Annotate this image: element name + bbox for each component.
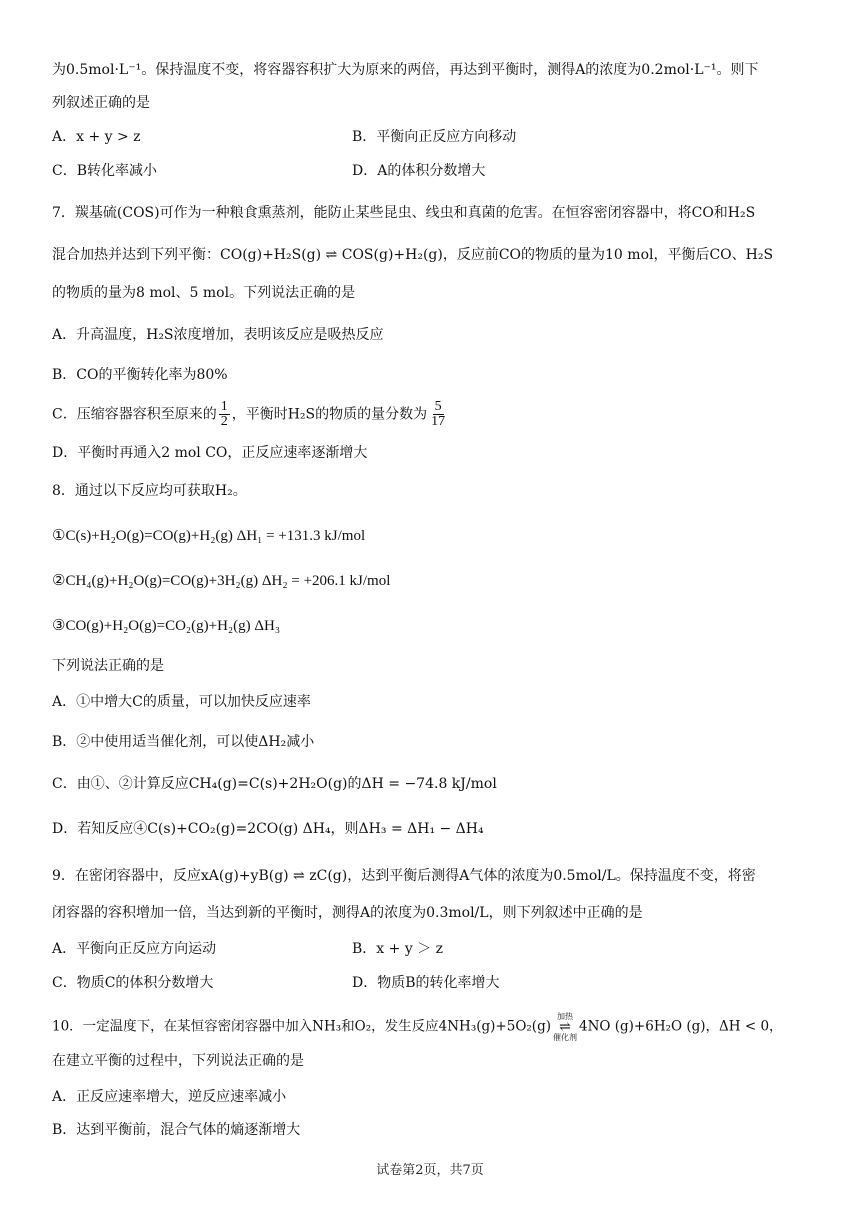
q8-option-c: C．由①、②计算反应CH₄(g)=C(s)+2H₂O(g)的ΔH = −74.8 kJ/mol	[52, 776, 497, 792]
q8-stem: 8．通过以下反应均可获取H₂。	[52, 483, 247, 499]
fraction-numerator: 5	[434, 399, 442, 414]
equilibrium-arrow-icon	[553, 1012, 577, 1042]
q9-options-row-2	[52, 973, 500, 993]
fraction-one-half	[219, 400, 230, 429]
q7-stem-line-3: 的物质的量为8 mol、5 mol。下列说法正确的是	[52, 285, 356, 301]
q6-options-row-1	[52, 127, 517, 147]
q9-options-row-1	[52, 939, 443, 959]
double-arrow-icon: ⇌	[559, 1019, 571, 1035]
q7-option-c	[52, 400, 449, 429]
q8-option-a: A．①中增大C的质量，可以加快反应速率	[52, 694, 311, 710]
fraction-denominator: 2	[220, 414, 228, 429]
q10-option-b: B．达到平衡前，混合气体的熵逐渐增大	[52, 1122, 301, 1138]
fraction-numerator: 1	[220, 399, 228, 414]
fraction-denominator: 17	[431, 414, 446, 429]
q10-stem-line-2: 在建立平衡的过程中，下列说法正确的是	[52, 1053, 304, 1069]
q7-stem-line-1: 7．羰基硫(COS)可作为一种粮食熏蒸剂，能防止某些昆虫、线虫和真菌的危害。在恒容密闭容器中，将CO和H₂S	[52, 205, 756, 221]
q7-option-c-prefix: C．压缩容器容积至原来的	[52, 406, 217, 423]
page-footer: 试卷第2页，共7页	[376, 1163, 484, 1178]
q6-option-c: C．B转化率减小	[52, 163, 157, 179]
q6-stem-line-1: 为0.5mol·L⁻¹。保持温度不变，将容器容积扩大为原来的两倍，再达到平衡时，测得A的浓度为0.2mol·L⁻¹。则下	[52, 62, 759, 78]
q9-option-c: C．物质C的体积分数增大	[52, 975, 214, 991]
q6-option-d: D．A的体积分数增大	[352, 163, 486, 179]
q8-reaction-1: ①C(s)+H₂O(g)=CO(g)+H₂(g) ΔH₁ = +131.3 kJ/mol	[52, 528, 366, 544]
q10-option-a: A．正反应速率增大，逆反应速率减小	[52, 1089, 287, 1105]
q7-option-b: B．CO的平衡转化率为80%	[52, 367, 228, 383]
q7-stem-line-2: 混合加热并达到下列平衡：CO(g)+H₂S(g) ⇌ COS(g)+H₂(g)，反应前CO的物质的量为10 mol，平衡后CO、H₂S	[52, 247, 774, 263]
q8-reaction-2: ②CH₄(g)+H₂O(g)=CO(g)+3H₂(g) ΔH₂ = +206.1 kJ/mol	[52, 573, 391, 589]
arrow-condition-top: 加热	[556, 1012, 573, 1021]
q6-stem-line-2: 列叙述正确的是	[52, 95, 150, 111]
q7-option-c-middle: ，平衡时H₂S的物质的量分数为	[231, 406, 428, 423]
q6-option-a: A．x + y > z	[52, 129, 141, 145]
q9-option-a: A．平衡向正反应方向运动	[52, 941, 217, 957]
q9-option-b: B．x + y ＞ z	[352, 941, 443, 957]
q10-stem-suffix: 4NO (g)+6H₂O (g)，ΔH < 0，	[578, 1018, 783, 1035]
q7-option-a: A．升高温度，H₂S浓度增加，表明该反应是吸热反应	[52, 327, 384, 343]
q8-question: 下列说法正确的是	[52, 658, 164, 674]
q6-options-row-2	[52, 161, 486, 181]
q8-option-b: B．②中使用适当催化剂，可以使ΔH₂减小	[52, 734, 315, 750]
q9-stem-line-1: 9．在密闭容器中，反应xA(g)+yB(g) ⇌ zC(g)，达到平衡后测得A气体的浓度为0.5mol/L。保持温度不变，将密	[52, 868, 756, 884]
q10-stem-prefix: 10．一定温度下，在某恒容密闭容器中加入NH₃和O₂，发生反应4NH₃(g)+5O₂(g)	[52, 1018, 551, 1035]
q8-option-d: D．若知反应④C(s)+CO₂(g)=2CO(g) ΔH₄，则ΔH₃ = ΔH₁ − ΔH₄	[52, 821, 484, 837]
q9-option-d: D．物质B的转化率增大	[352, 975, 500, 991]
arrow-condition-bottom: 催化剂	[552, 1033, 577, 1042]
q6-option-b: B．平衡向正反应方向移动	[352, 129, 517, 145]
q9-stem-line-2: 闭容器的容积增加一倍，当达到新的平衡时，测得A的浓度为0.3mol/L，则下列叙述中正确的是	[52, 905, 643, 921]
q8-reaction-3: ③CO(g)+H₂O(g)=CO₂(g)+H₂(g) ΔH₃	[52, 618, 281, 634]
fraction-five-seventeenths	[429, 400, 447, 429]
q10-stem-line-1	[52, 1012, 783, 1042]
q7-option-d: D．平衡时再通入2 mol CO，正反应速率逐渐增大	[52, 445, 368, 461]
